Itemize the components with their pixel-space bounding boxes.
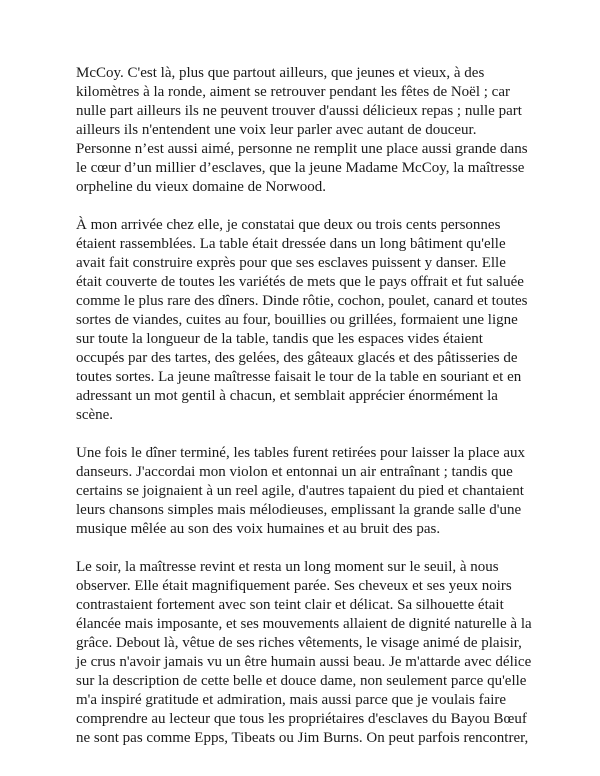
text-line: grâce. Debout là, vêtue de ses riches vêtements, le visage animé de plaisir, — [76, 635, 522, 651]
text-line: toutes sortes. La jeune maîtresse faisait le tour de la table en souriant et en — [76, 369, 522, 385]
text-line: adressant un mot gentil à chacun, et semblait apprécier énormément la — [76, 388, 498, 404]
text-line: étaient rassemblées. La table était dressée dans un long bâtiment qu'elle — [76, 236, 506, 252]
paragraph-1 — [76, 64, 532, 197]
text-line: musique mêlée au son des voix humaines et au bruit des pas. — [76, 521, 441, 537]
text-line: À mon arrivée chez elle, je constatai que deux ou trois cents personnes — [76, 217, 501, 233]
text-line: Une fois le dîner terminé, les tables furent retirées pour laisser la place aux — [76, 445, 525, 461]
text-line: observer. Elle était magnifiquement parée. Ses cheveux et ses yeux noirs — [76, 578, 512, 594]
text-line: comprendre au lecteur que tous les propriétaires d'esclaves du Bayou Bœuf — [76, 711, 527, 727]
text-line: orpheline du vieux domaine de Norwood. — [76, 179, 326, 195]
text-line: sortes de viandes, cuites au four, bouillies ou grillées, formaient une ligne — [76, 312, 518, 328]
text-line: kilomètres à la ronde, aiment se retrouver pendant les fêtes de Noël ; car — [76, 84, 510, 100]
text-line: scène. — [76, 407, 114, 423]
text-line: le cœur d’un millier d’esclaves, que la jeune Madame McCoy, la maîtresse — [76, 160, 525, 176]
text-line: danseurs. J'accordai mon violon et entonnai un air entraînant ; tandis que — [76, 464, 513, 480]
paragraph-3 — [76, 444, 532, 539]
text-line: je crus n'avoir jamais vu un être humain aussi beau. Je m'attarde avec délice — [76, 654, 532, 670]
text-line: occupés par des tartes, des gelées, des gâteaux glacés et des pâtisseries de — [76, 350, 518, 366]
text-line: ailleurs ils n'entendent une voix leur parler avec autant de douceur. — [76, 122, 477, 138]
text-line: sur la description de cette belle et douce dame, non seulement parce qu'elle — [76, 673, 527, 689]
text-line: leurs chansons simples mais mélodieuses, emplissant la grande salle d'une — [76, 502, 522, 518]
text-line: nulle part ailleurs ils ne peuvent trouver d'aussi délicieux repas ; nulle part — [76, 103, 522, 119]
text-line: McCoy. C'est là, plus que partout ailleurs, que jeunes et vieux, à des — [76, 65, 485, 81]
text-line: Personne n’est aussi aimé, personne ne remplit une place aussi grande dans — [76, 141, 528, 157]
paragraph-4 — [76, 558, 532, 748]
text-line: ne sont pas comme Epps, Tibeats ou Jim Burns. On peut parfois rencontrer, — [76, 730, 529, 746]
text-line: était couverte de toutes les variétés de mets que le pays offrait et fut saluée — [76, 274, 524, 290]
text-line: comme le plus rare des dîners. Dinde rôtie, cochon, poulet, canard et toutes — [76, 293, 528, 309]
text-line: Le soir, la maîtresse revint et resta un long moment sur le seuil, à nous — [76, 559, 499, 575]
text-line: certains se joignaient à un reel agile, d'autres tapaient du pied et chantaient — [76, 483, 524, 499]
text-line: avait fait construire exprès pour que ses esclaves puissent y danser. Elle — [76, 255, 506, 271]
document-page — [76, 64, 532, 767]
text-line: m'a inspiré gratitude et admiration, mais aussi parce que je voulais faire — [76, 692, 507, 708]
text-line: élancée mais imposante, et ses mouvements allaient de dignité naturelle à la — [76, 616, 532, 632]
text-line: sur toute la longueur de la table, tandis que les espaces vides étaient — [76, 331, 483, 347]
paragraph-2 — [76, 216, 532, 425]
text-line: contrastaient fortement avec son teint clair et délicat. Sa silhouette était — [76, 597, 504, 613]
